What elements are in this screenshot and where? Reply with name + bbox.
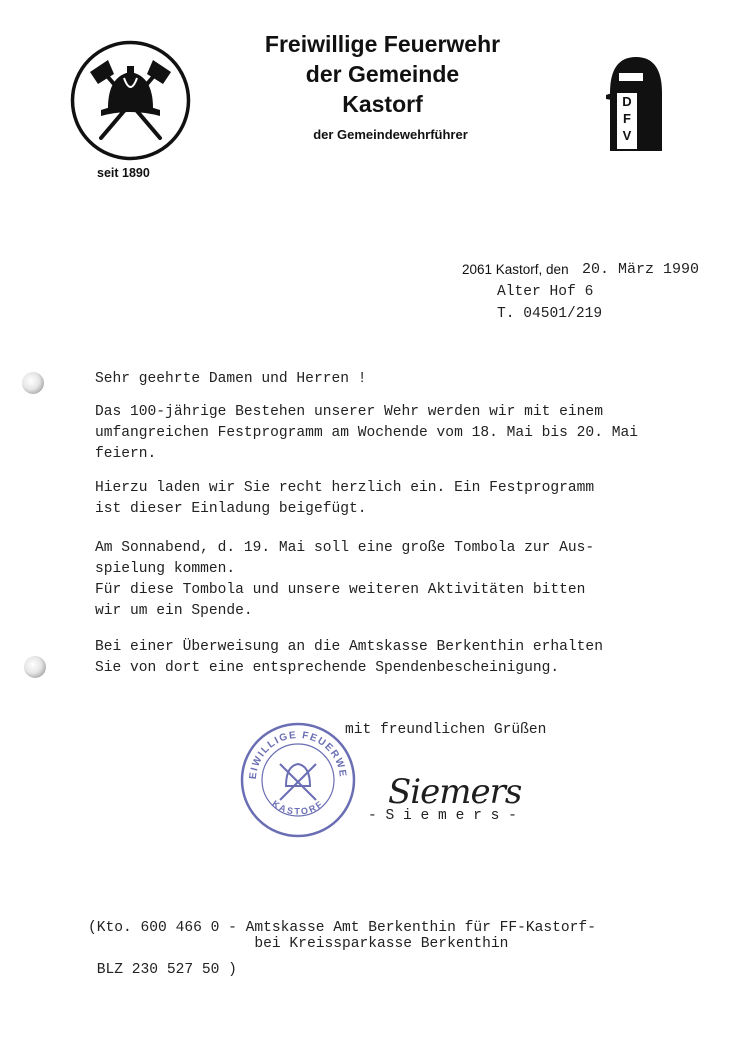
- typed-signatory: - S i e m e r s -: [368, 808, 517, 824]
- paragraph-4: Bei einer Überweisung an die Amtskasse Berkenthin erhalten Sie von dort eine entsprechende Spendenbescheinigung.: [95, 639, 603, 676]
- street-address: Alter Hof 6: [497, 284, 594, 300]
- stamp-top-text: EIWILLIGE FEUERWE: [247, 729, 349, 780]
- stamp-emblem-icon: [280, 764, 316, 800]
- salutation: Sehr geehrte Damen und Herren !: [95, 371, 367, 387]
- bank-details: (Kto. 600 466 0 - Amtskasse Amt Berkenthin für FF-Kastorf- bei Kreissparkasse Berkenthin BLZ 230 527 50 ): [88, 920, 596, 978]
- dfv-letters: D F V: [622, 94, 632, 143]
- paragraph-3: Am Sonnabend, d. 19. Mai soll eine große Tombola zur Aus- spielung kommen. Für diese Tombola und unsere weiteren Aktivitäten bitten wir um ein Spende.: [95, 540, 595, 619]
- punch-hole-top: [22, 372, 44, 394]
- stamp-bottom-text: KASTORF: [270, 798, 326, 817]
- fire-brigade-emblem-icon: [68, 38, 193, 163]
- official-stamp: [238, 720, 358, 840]
- svg-text:KASTORF: [270, 798, 325, 816]
- handwritten-signature: Siemers: [388, 772, 522, 812]
- place-prefix: 2061 Kastorf, den: [462, 262, 569, 277]
- paragraph-1: Das 100-jährige Bestehen unserer Wehr werden wir mit einem umfangreichen Festprogramm am Wochende vom 18. Mai bis 20. Mai feiern.: [95, 404, 638, 462]
- svg-text:FREIWILLIGE FEUERWEHR: [238, 720, 348, 780]
- org-name-line2: der Gemeinde: [305, 61, 460, 87]
- dfv-logo-icon: [602, 53, 664, 153]
- paragraph-2: Hierzu laden wir Sie recht herzlich ein. Ein Festprogramm ist dieser Einladung beigefügt.: [95, 480, 595, 517]
- letter-date: 20. März 1990: [582, 261, 700, 278]
- phone-number: T. 04501/219: [497, 306, 603, 322]
- closing: mit freundlichen Grüßen: [345, 722, 547, 738]
- org-name-line3: Kastorf: [342, 91, 423, 117]
- org-name-line1: Freiwillige Feuerwehr: [264, 31, 501, 57]
- punch-hole-bottom: [24, 656, 46, 678]
- founding-year: seit 1890: [97, 166, 150, 180]
- org-role: der Gemeindewehrführer: [313, 127, 468, 142]
